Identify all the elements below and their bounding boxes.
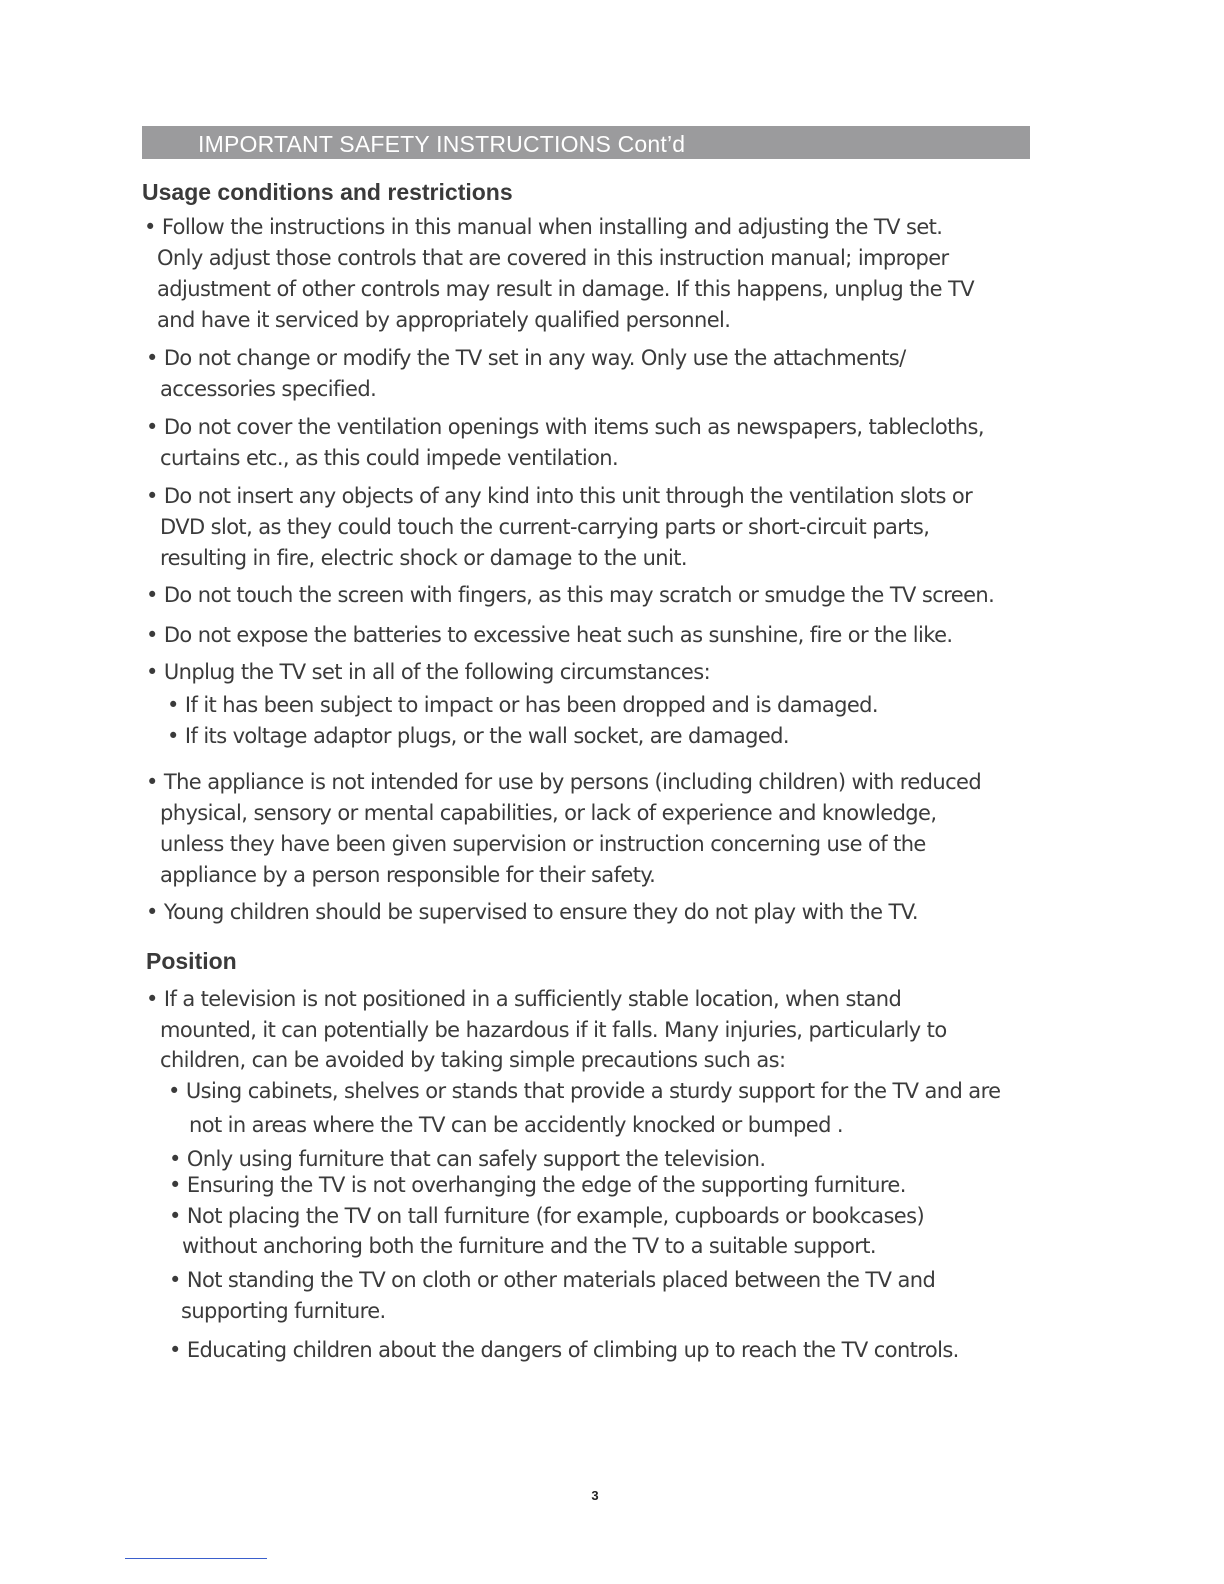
bullet-line: mounted, it can potentially be hazardous if it falls. Many injuries, particularly to bbox=[160, 1018, 947, 1042]
sub-bullet-line: • Not standing the TV on cloth or other materials placed between the TV and bbox=[169, 1268, 936, 1292]
bullet-line: • Young children should be supervised to ensure they do not play with the TV. bbox=[146, 900, 918, 924]
section-header-title: IMPORTANT SAFETY INSTRUCTIONS Cont’d bbox=[198, 131, 686, 157]
bullet-line: • If a television is not positioned in a sufficiently stable location, when stand bbox=[146, 987, 902, 1011]
section-header-bar bbox=[142, 126, 1030, 159]
sub-bullet-line: not in areas where the TV can be accidently knocked or bumped . bbox=[189, 1113, 843, 1137]
bullet-line: unless they have been given supervision or instruction concerning use of the bbox=[160, 832, 926, 856]
sub-bullet-line: • If it has been subject to impact or has been dropped and is damaged. bbox=[167, 693, 878, 717]
bullet-line: resulting in fire, electric shock or damage to the unit. bbox=[160, 546, 687, 570]
sub-bullet-line: supporting furniture. bbox=[181, 1299, 386, 1323]
page-number: 3 bbox=[591, 1488, 599, 1503]
sub-bullet-line: • Only using furniture that can safely support the television. bbox=[169, 1147, 766, 1171]
footer-rule bbox=[125, 1558, 267, 1559]
bullet-line: • Follow the instructions in this manual when installing and adjusting the TV set. bbox=[144, 215, 943, 239]
bullet-line: curtains etc., as this could impede ventilation. bbox=[160, 446, 619, 470]
bullet-line: DVD slot, as they could touch the current-carrying parts or short-circuit parts, bbox=[160, 515, 930, 539]
bullet-line: adjustment of other controls may result in damage. If this happens, unplug the TV bbox=[157, 277, 974, 301]
bullet-line: • Do not change or modify the TV set in any way. Only use the attachments/ bbox=[146, 346, 906, 370]
bullet-line: appliance by a person responsible for their safety. bbox=[160, 863, 656, 887]
sub-bullet-line: • Ensuring the TV is not overhanging the edge of the supporting furniture. bbox=[169, 1173, 906, 1197]
bullet-line: and have it serviced by appropriately qualified personnel. bbox=[157, 308, 731, 332]
sub-bullet-line: • Using cabinets, shelves or stands that provide a sturdy support for the TV and are bbox=[168, 1079, 1001, 1103]
sub-bullet-line: without anchoring both the furniture and the TV to a suitable support. bbox=[182, 1234, 876, 1258]
sub-bullet-line: • Not placing the TV on tall furniture (for example, cupboards or bookcases) bbox=[169, 1204, 925, 1228]
bullet-line: physical, sensory or mental capabilities, or lack of experience and knowledge, bbox=[160, 801, 937, 825]
sub-bullet-line: • Educating children about the dangers of climbing up to reach the TV controls. bbox=[169, 1338, 959, 1362]
bullet-line: Only adjust those controls that are covered in this instruction manual; improper bbox=[157, 246, 949, 270]
bullet-line: • The appliance is not intended for use by persons (including children) with reduced bbox=[146, 770, 982, 794]
bullet-line: • Do not expose the batteries to excessive heat such as sunshine, fire or the like. bbox=[146, 623, 953, 647]
bullet-line: • Unplug the TV set in all of the following circumstances: bbox=[146, 660, 711, 684]
sub-bullet-line: • If its voltage adaptor plugs, or the wall socket, are damaged. bbox=[167, 724, 789, 748]
bullet-line: accessories specified. bbox=[160, 377, 377, 401]
position-heading: Position bbox=[146, 948, 237, 974]
bullet-line: • Do not insert any objects of any kind into this unit through the ventilation slots or bbox=[146, 484, 973, 508]
bullet-line: children, can be avoided by taking simple precautions such as: bbox=[160, 1048, 786, 1072]
bullet-line: • Do not touch the screen with fingers, as this may scratch or smudge the TV screen. bbox=[146, 583, 995, 607]
usage-heading: Usage conditions and restrictions bbox=[142, 179, 513, 205]
bullet-line: • Do not cover the ventilation openings with items such as newspapers, tablecloths, bbox=[146, 415, 984, 439]
